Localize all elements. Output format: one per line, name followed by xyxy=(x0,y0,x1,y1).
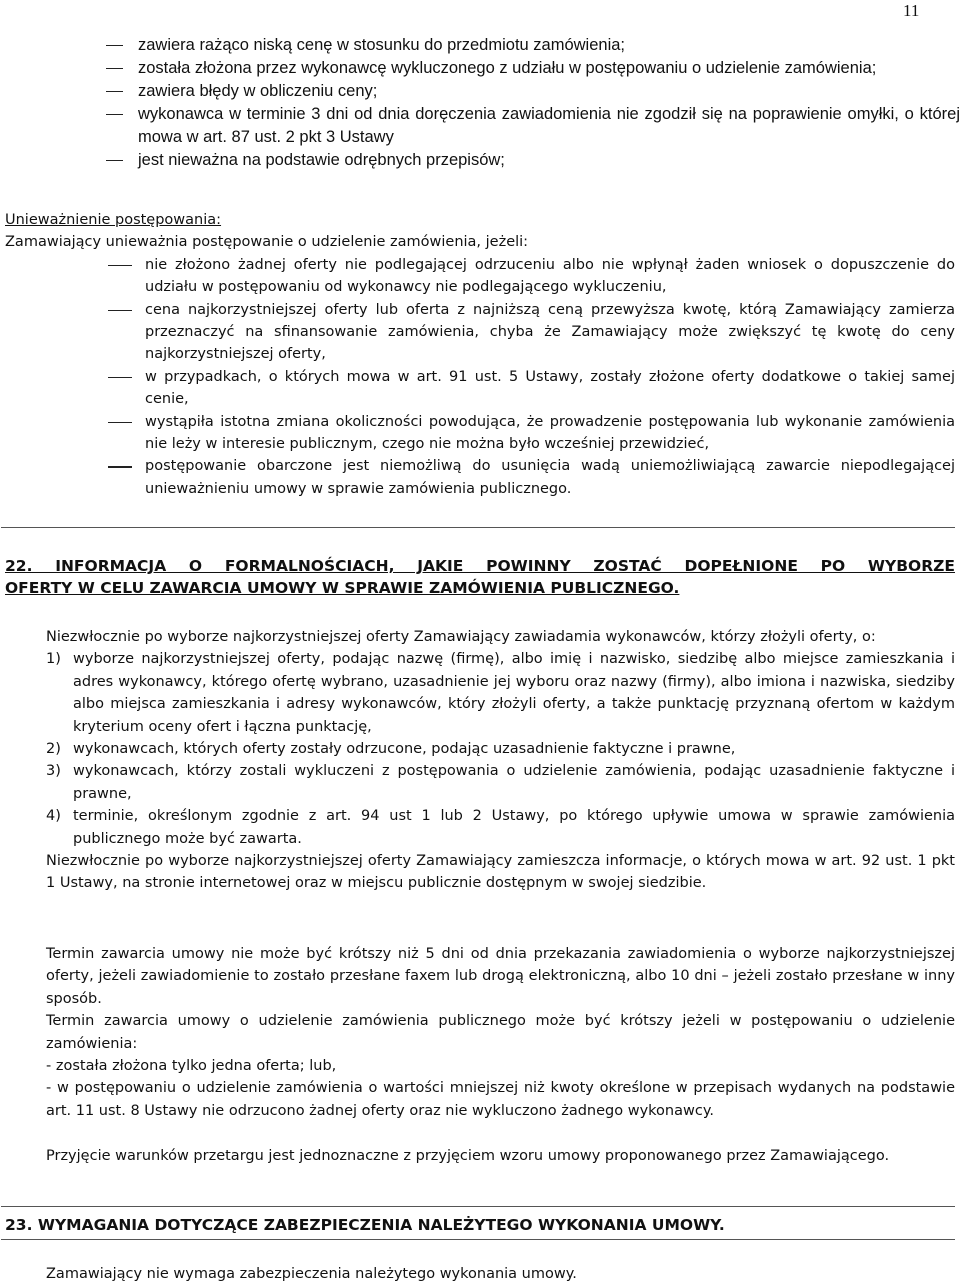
item-number: 1) xyxy=(46,651,61,668)
term-paragraph-2: Termin zawarcia umowy o udzielenie zamówienia publicznego może być krótszy jeżeli w postępowaniu o udzielenie zamówienia: xyxy=(46,1013,955,1052)
item-number: 4) xyxy=(46,808,61,825)
section-23-text: Zamawiający nie wymaga zabezpieczenia należytego wykonania umowy. xyxy=(46,1266,577,1282)
term-paragraph: Termin zawarcia umowy nie może być krótszy niż 5 dni od dnia przekazania zawiadomienia o wyborze najkorzystniejszej oferty, jeżeli zawiadomienie to zostało przesłane faxem lub drogą elektroniczną, albo 10 dni – jeżeli zostało przesłane w inny sposób. xyxy=(46,946,955,1007)
list-item xyxy=(46,738,955,760)
cancellation-intro: Zamawiający unieważnia postępowanie o udzielenie zamówienia, jeżeli: xyxy=(5,234,529,251)
item-number: 2) xyxy=(46,741,61,758)
list-item xyxy=(46,648,955,738)
list-item: jest nieważna na podstawie odrębnych przepisów; xyxy=(104,149,960,172)
section-22-heading-line1: 22. INFORMACJA O FORMALNOŚCIACH, JAKIE POWINNY ZOSTAĆ DOPEŁNIONE PO WYBORZE xyxy=(5,557,955,575)
list-item: postępowanie obarczone jest niemożliwą do usunięcia wadą uniemożliwiającą zawarcie niepodlegającej unieważnieniu umowy w sprawie zamówienia publicznego. xyxy=(108,455,955,500)
list-item xyxy=(46,805,955,850)
item-text: wykonawcach, których oferty zostały odrzucone, podając uzasadnienie faktyczne i prawne, xyxy=(73,741,736,758)
list-item: cena najkorzystniejszej oferty lub oferta z najniższą ceną przewyższa kwotę, którą Zamawiający zamierza przeznaczyć na sfinansowanie zamówienia, chyba że Zamawiający może zwiększyć tę kwotę do ceny najkorzystniejszej oferty, xyxy=(108,299,955,366)
list-item: wykonawca w terminie 3 dni od dnia doręczenia zawiadomienia nie zgodził się na poprawienie omyłki, o której mowa w art. 87 ust. 2 pkt 3 Ustawy xyxy=(104,103,960,149)
cancellation-list xyxy=(5,254,955,500)
list-item: zawiera błędy w obliczeniu ceny; xyxy=(104,80,960,103)
list-item: została złożona przez wykonawcę wykluczonego z udziału w postępowaniu o udzielenie zamówienia; xyxy=(104,57,960,80)
section-22-heading xyxy=(5,555,955,599)
list-item: w przypadkach, o których mowa w art. 91 ust. 5 Ustawy, zostały złożone oferty dodatkowe o takiej samej cenie, xyxy=(108,366,955,411)
acceptance-paragraph: Przyjęcie warunków przetargu jest jednoznaczne z przyjęciem wzoru umowy proponowanego przez Zamawiającego. xyxy=(46,1148,890,1164)
item-number: 3) xyxy=(46,763,61,780)
item-text: wykonawcach, którzy zostali wykluczeni z postępowania o udzielenie zamówienia, podając uzasadnienie faktyczne i prawne, xyxy=(73,763,955,802)
section-22-heading-line2: OFERTY W CELU ZAWARCIA UMOWY W SPRAWIE ZAMÓWIENIA PUBLICZNEGO. xyxy=(5,579,680,597)
list-item xyxy=(46,760,955,805)
list-item: nie złożono żadnej oferty nie podlegającej odrzuceniu albo nie wpłynął żaden wniosek o dopuszczenie do udziału w postępowaniu od wykonawcy nie podlegającego wykluczeniu, xyxy=(108,254,955,299)
item-text: terminie, określonym zgodnie z art. 94 ust 1 lub 2 Ustawy, po którego upływie umowa w sprawie zamówienia publicznego może być zawarta. xyxy=(73,808,955,847)
cancellation-heading: Unieważnienie postępowania: xyxy=(5,212,222,228)
section-23-heading: 23. WYMAGANIA DOTYCZĄCE ZABEZPIECZENIA NALEŻYTEGO WYKONANIA UMOWY. xyxy=(5,1216,725,1234)
section-22-body xyxy=(46,626,955,895)
item-text: wyborze najkorzystniejszej oferty, podając nazwę (firmę), albo imię i nazwisko, siedzibę albo miejsce zamieszkania i adres wykonawcy, którego ofertę wybrano, uzasadnienie jej wyboru oraz nazwy (firmy), albo imiona i nazwiska, siedziby albo miejsca zamieszkania i adresy wykonawców, który złożyli oferty, a także punktację przyznaną ofertom w każdym kryterium oceny ofert i łączna punktację, xyxy=(73,651,955,735)
publication-paragraph: Niezwłocznie po wyborze najkorzystniejszej oferty Zamawiający zamieszcza informacje, o których mowa w art. 92 ust. 1 pkt 1 Ustawy, na stronie internetowej oraz w miejscu publicznie dostępnym w swojej siedzibie. xyxy=(46,853,955,892)
section-divider xyxy=(1,1239,955,1240)
list-item: wystąpiła istotna zmiana okoliczności powodująca, że prowadzenie postępowania lub wykonanie zamówienia nie leży w interesie publicznym, czego nie można było wcześniej przewidzieć, xyxy=(108,411,955,456)
rejection-reasons-list xyxy=(104,34,960,172)
section-22-intro: Niezwłocznie po wyborze najkorzystniejszej oferty Zamawiający zawiadamia wykonawców, którzy złożyli oferty, o: xyxy=(46,629,876,645)
section-divider xyxy=(1,527,955,528)
term-case-1: - została złożona tylko jedna oferta; lub, xyxy=(46,1058,337,1075)
section-divider xyxy=(1,1206,955,1207)
list-item: zawiera rażąco niską cenę w stosunku do przedmiotu zamówienia; xyxy=(104,34,960,57)
term-case-2: - w postępowaniu o udzielenie zamówienia o wartości mniejszej niż kwoty określone w przepisach wydanych na podstawie art. 11 ust. 8 Ustawy nie odrzucono żadnej oferty oraz nie wykluczono żadnego wykonawcy. xyxy=(46,1080,955,1119)
term-section xyxy=(46,943,955,1122)
cancellation-section xyxy=(5,209,955,500)
page-number: 11 xyxy=(903,1,920,20)
